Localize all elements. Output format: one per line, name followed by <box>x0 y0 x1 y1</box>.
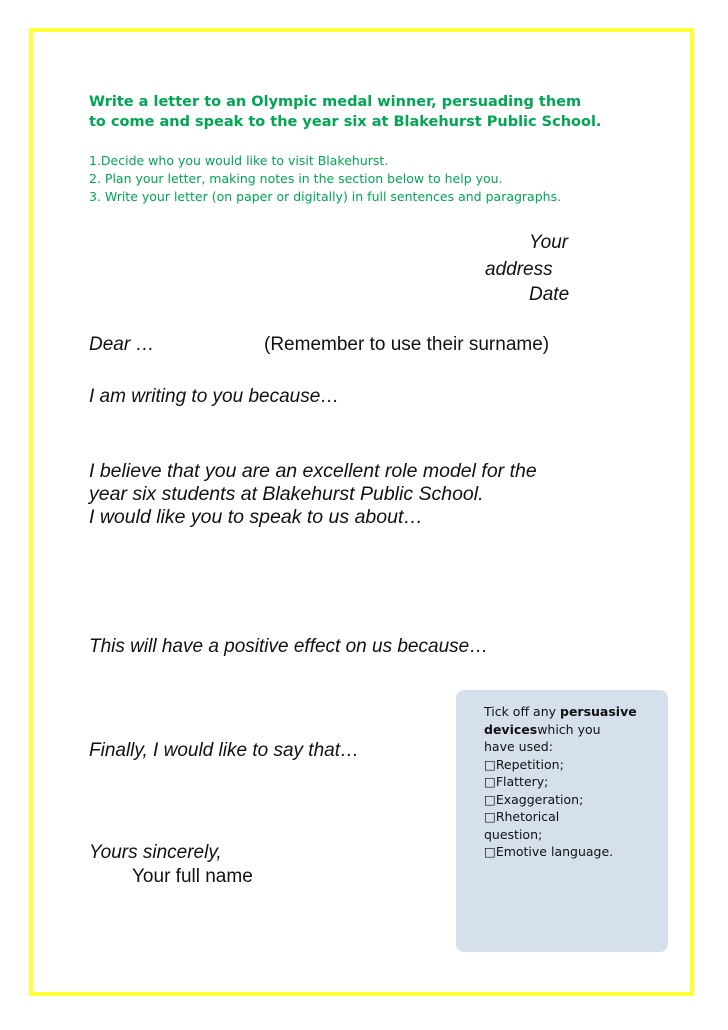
address-date: Date <box>529 284 570 305</box>
persuasive-devices-checklist <box>484 703 660 861</box>
instruction-heading-line1: Write a letter to an Olympic medal winner, persuading them <box>89 94 582 110</box>
checkbox-icon[interactable]: □ <box>484 791 496 807</box>
checklist-item-flattery[interactable]: □Flattery; <box>484 774 549 789</box>
instruction-step-2: 2. Plan your letter, making notes in the section below to help you. <box>89 171 503 186</box>
checklist-intro-line2: deviceswhich you <box>484 721 601 737</box>
checklist-item-rhetorical-cont: question; <box>484 826 543 842</box>
checklist-intro-line3: have used: <box>484 739 553 754</box>
checklist-item-exaggeration[interactable]: □Exaggeration; <box>484 791 584 807</box>
address-address: address <box>485 259 553 280</box>
role-model-line1: I believe that you are an excellent role model for the <box>89 460 537 482</box>
surname-reminder: (Remember to use their surname) <box>264 334 550 355</box>
checklist-item-rhetorical[interactable]: □Rhetorical <box>484 809 560 824</box>
checkbox-icon[interactable]: □ <box>484 809 496 824</box>
checklist-item-emotive[interactable]: □Emotive language. <box>484 844 614 859</box>
address-your: Your <box>529 232 569 253</box>
dear-salutation: Dear … <box>89 334 155 355</box>
full-name-placeholder: Your full name <box>132 866 253 887</box>
sign-off: Yours sincerely, <box>89 842 222 863</box>
instruction-step-3: 3. Write your letter (on paper or digitally) in full sentences and paragraphs. <box>89 189 562 204</box>
checkbox-icon[interactable]: □ <box>484 844 496 859</box>
instruction-heading-line2: to come and speak to the year six at Blakehurst Public School. <box>89 114 602 130</box>
checkbox-icon[interactable]: □ <box>484 756 496 772</box>
finally-prompt: Finally, I would like to say that… <box>89 740 359 761</box>
checklist-item-repetition[interactable]: □Repetition; <box>484 756 564 772</box>
positive-effect-prompt: This will have a positive effect on us because… <box>89 636 489 657</box>
checklist-intro-line1: Tick off any persuasive <box>484 704 637 719</box>
instruction-step-1: 1.Decide who you would like to visit Blakehurst. <box>89 153 389 168</box>
role-model-line2: year six students at Blakehurst Public School. <box>89 483 484 505</box>
writing-because-prompt: I am writing to you because… <box>89 386 340 407</box>
speak-about-prompt: I would like you to speak to us about… <box>89 506 423 528</box>
checkbox-icon[interactable]: □ <box>484 774 496 789</box>
